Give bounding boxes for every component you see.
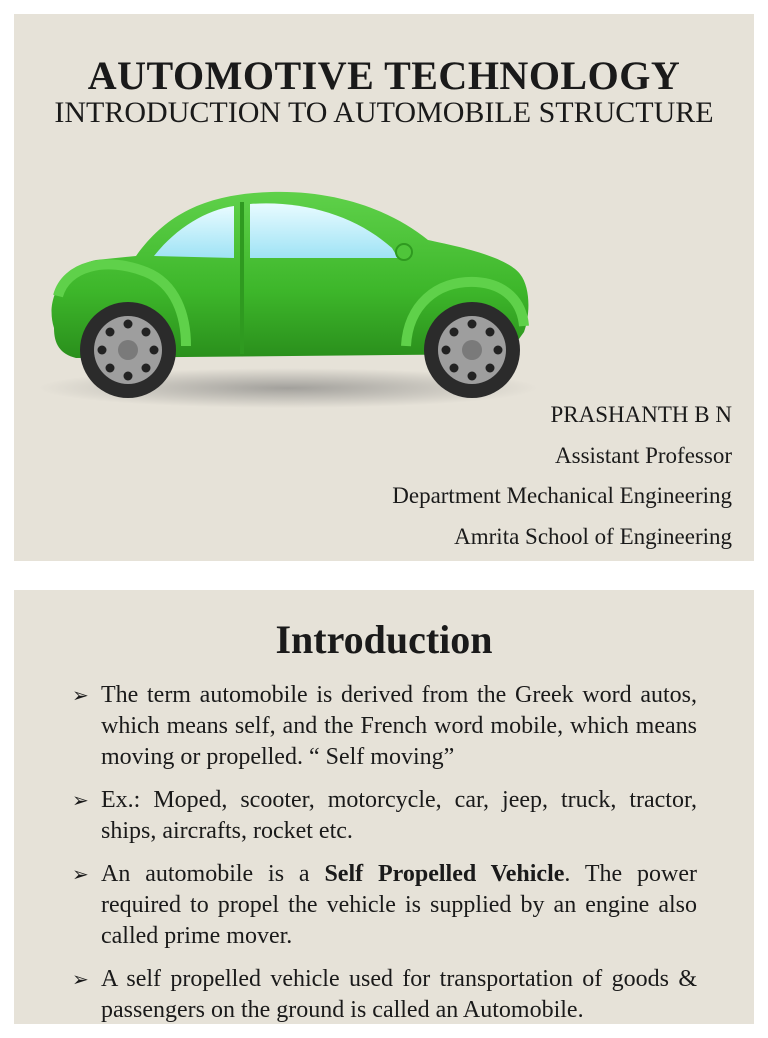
author-name: PRASHANTH B N (550, 402, 732, 427)
bullet-item (72, 964, 697, 1026)
bullet-text: A self propelled vehicle used for transportation of goods & passengers on the ground is called an Automobile. (101, 966, 697, 1023)
side-mirror (396, 244, 412, 260)
green-car-illustration (36, 176, 536, 408)
slide-subtitle: INTRODUCTION TO AUTOMOBILE STRUCTURE (54, 96, 714, 129)
arrow-bullet-icon: ➢ (72, 862, 89, 886)
bullet-item (72, 859, 697, 952)
slide-title: AUTOMOTIVE TECHNOLOGY (87, 53, 681, 98)
arrow-bullet-icon: ➢ (72, 788, 89, 812)
author-block (392, 395, 732, 557)
slide-title: Introduction (275, 617, 493, 662)
bullet-text: The term automobile is derived from the Greek word autos, which means self, and the French word mobile, which means moving or propelled. “ Self moving” (101, 682, 697, 770)
author-position: Assistant Professor (555, 442, 732, 468)
author-school: Amrita School of Engineering (454, 523, 732, 549)
bullet-text-before: An automobile is a (101, 861, 325, 887)
bullet-text: Ex.: Moped, scooter, motorcycle, car, jeep, truck, tractor, ships, aircrafts, rocket etc. (101, 787, 697, 844)
author-department: Department Mechanical Engineering (392, 483, 732, 508)
bullet-list (72, 680, 697, 1038)
arrow-bullet-icon: ➢ (72, 967, 89, 991)
rear-wheel (80, 302, 176, 398)
arrow-bullet-icon: ➢ (72, 683, 89, 707)
bullet-text-bold: Self Propelled Vehicle (324, 861, 565, 887)
introduction-slide (14, 590, 754, 1024)
bullet-item (72, 680, 697, 773)
title-slide (14, 14, 754, 561)
bullet-item (72, 785, 697, 847)
bullet-text-after: . The power required to propel the vehicle is supplied by an engine also called prime mover. (101, 861, 697, 949)
front-wheel (424, 302, 520, 398)
